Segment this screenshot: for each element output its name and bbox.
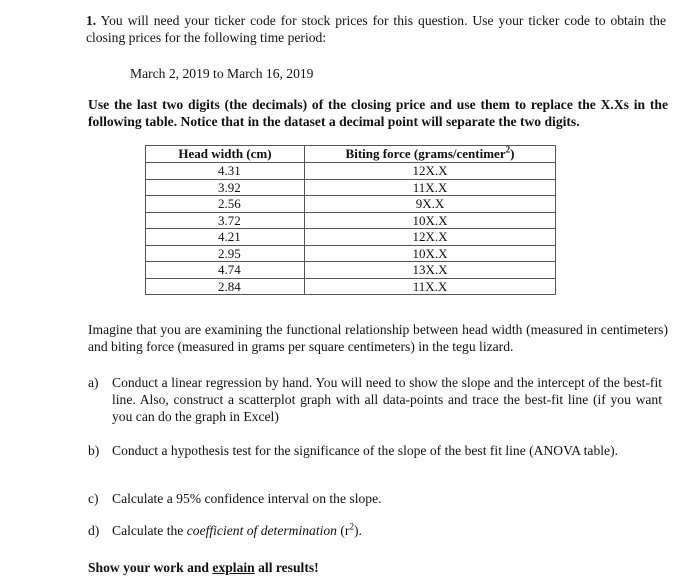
head-width-cell: 2.84 [146, 278, 305, 295]
instruction-text: Use the last two digits (the decimals) of the closing price and use them to replace the X.Xs in the following table. Notice that in the dataset a decimal point will separate the two digits. [88, 97, 668, 129]
part-c-label: c) [88, 491, 99, 506]
head-width-cell: 2.95 [146, 245, 305, 262]
part-a-label: a) [88, 375, 99, 390]
part-d-label: d) [88, 523, 100, 538]
table-row [146, 262, 556, 279]
closing-underlined: explain [212, 560, 255, 575]
part-d-sup: 2 [349, 521, 354, 532]
part-d-text [112, 522, 662, 539]
table-row [146, 163, 556, 180]
biting-force-cell: 10X.X [305, 212, 556, 229]
part-d-before: Calculate the [112, 523, 187, 538]
table-row [146, 196, 556, 213]
header-close-paren: ) [510, 146, 515, 162]
closing-after: all results! [254, 560, 319, 575]
header-superscript: 2 [505, 144, 511, 155]
table-row [146, 278, 556, 295]
table-header-row [146, 146, 556, 163]
table-row [146, 179, 556, 196]
header-biting-force [305, 146, 556, 163]
table-row [146, 245, 556, 262]
head-width-cell: 4.74 [146, 262, 305, 279]
part-d-after: (r [336, 523, 350, 538]
part-d-italic: coefficient of determination [186, 523, 337, 538]
part-b-label: b) [88, 443, 100, 458]
question-number: 1. [86, 13, 97, 28]
head-width-cell: 2.56 [146, 196, 305, 213]
head-width-cell: 3.72 [146, 212, 305, 229]
part-c-text: Calculate a 95% confidence interval on the slope. [112, 491, 382, 506]
biting-force-cell: 11X.X [305, 179, 556, 196]
part-a-text: Conduct a linear regression by hand. You will need to show the slope and the intercept of the best-fit line. Also, construct a scatterplot graph with all data-points and trace the best-fit line (if you want you can do the graph in Excel) [112, 375, 662, 424]
biting-force-cell: 10X.X [305, 245, 556, 262]
table-row [146, 229, 556, 246]
context-text: Imagine that you are examining the functional relationship between head width (measured in centimeters) and biting force (measured in grams per square centimeters) in the tegu lizard. [88, 322, 668, 354]
biting-force-cell: 12X.X [305, 163, 556, 180]
part-d-end: ). [353, 523, 362, 538]
intro-text: You will need your ticker code for stock prices for this question. Use your ticker code to obtain the closing prices for the following time period: [86, 13, 666, 45]
header-head-width: Head width (cm) [146, 146, 305, 163]
closing-statement [88, 559, 319, 576]
head-width-cell: 4.21 [146, 229, 305, 246]
biting-force-cell: 12X.X [305, 229, 556, 246]
date-range: March 2, 2019 to March 16, 2019 [130, 66, 314, 81]
part-b-text: Conduct a hypothesis test for the significance of the slope of the best fit line (ANOVA table). [112, 443, 619, 458]
data-table [145, 145, 556, 295]
head-width-cell: 3.92 [146, 179, 305, 196]
head-width-cell: 4.31 [146, 163, 305, 180]
biting-force-cell: 11X.X [305, 278, 556, 295]
biting-force-cell: 9X.X [305, 196, 556, 213]
header-biting-force-text: Biting force (grams/centimer [345, 146, 506, 162]
question-intro [86, 12, 666, 46]
biting-force-cell: 13X.X [305, 262, 556, 279]
closing-before: Show your work and [88, 560, 213, 575]
table-row [146, 212, 556, 229]
